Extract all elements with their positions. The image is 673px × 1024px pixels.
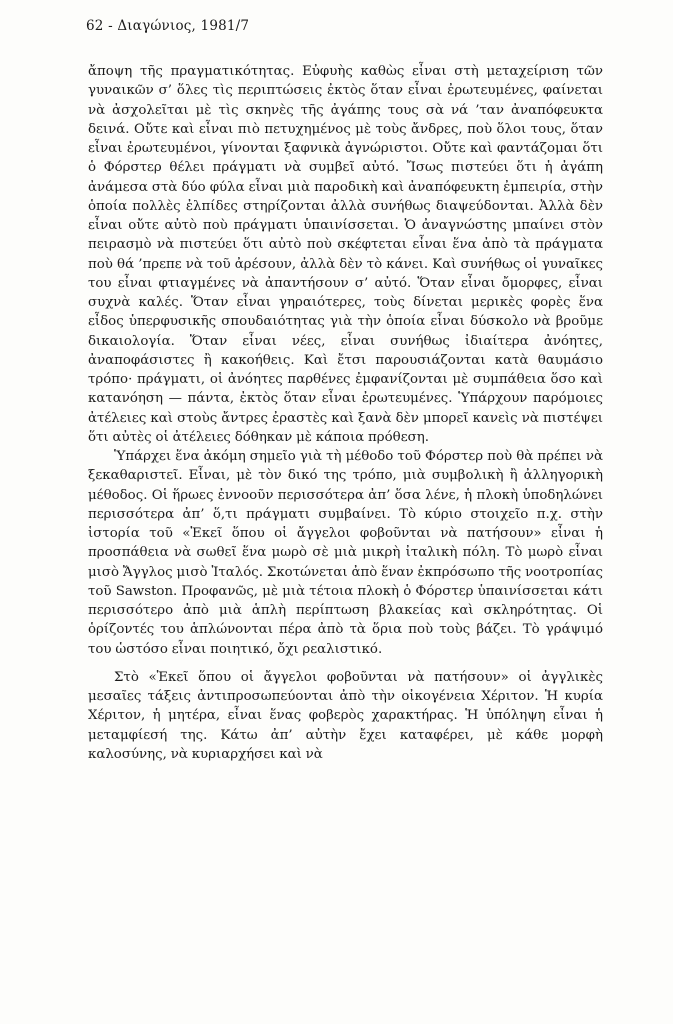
- running-head: 62 - Διαγώνιος, 1981/7: [86, 18, 250, 34]
- paragraph-3: Στὸ «Ἐκεῖ ὅπου οἱ ἄγγελοι φοβοῦνται νὰ πατήσουν» οἱ ἀγγλικὲς μεσαῖες τάξεις ἀντιπροσωπεύονται ἀπὸ τὴν οἰκογένεια Χέριτον. Ἡ κυρία Χέριτον, ἡ μητέρα, εἶναι ἕνας φοβερὸς χαρακτήρας. Ἡ ὑπόληψη εἶναι ἡ μεταμφίεσή της. Κάτω ἀπ’ αὐτὴν ἔχει καταφέρει, μὲ κάθε μορφὴ καλοσύνης, νὰ κυριαρχήσει καὶ νὰ: [88, 669, 603, 762]
- paragraph-2: Ὑπάρχει ἕνα ἀκόμη σημεῖο γιὰ τὴ μέθοδο τοῦ Φόρστερ ποὺ θὰ πρέπει νὰ ξεκαθαριστεῖ. Εἶναι, μὲ τὸν δικό της τρόπο, μιὰ συμβολικὴ ἢ ἀλληγορικὴ μέθοδος. Οἱ ἥρωες ἐννοοῦν περισσότερα ἀπ’ ὅσα λένε, ἡ πλοκὴ ὑποδηλώνει περισσότερα ἀπ’ ὅ,τι πράγματι συμβαίνει. Τὸ κύριο στοιχεῖο π.χ. στὴν ἱστορία τοῦ «Ἐκεῖ ὅπου οἱ ἄγγελοι φοβοῦνται νὰ πατήσουν» εἶναι ἡ προσπάθεια νὰ σωθεῖ ἕνα μωρὸ σὲ μιὰ μικρὴ ἰταλικὴ πόλη. Τὸ μωρὸ εἶναι μισὸ Ἄγγλος μισὸ Ἰταλός. Σκοτώνεται ἀπὸ ἕναν ἐκπρόσωπο τῆς νοοτροπίας τοῦ Sawston. Προφανῶς, μὲ μιὰ τέτοια πλοκὴ ὁ Φόρστερ ὑπαινίσσεται κάτι περισσότερο ἀπὸ μιὰ ἁπλὴ περίπτωση βλακείας καὶ σκληρότητας. Οἱ ὁρίζοντές του ἁπλώνονται πέρα ἀπὸ τὰ ὅρια ποὺ τοὺς βάζει. Τὸ γράψιμό του ὡστόσο εἶναι ποιητικό, ὄχι ρεαλιστικό.: [88, 449, 603, 657]
- paragraph-1: ἄποψη τῆς πραγματικότητας. Εὐφυὴς καθὼς εἶναι στὴ μεταχείριση τῶν γυναικῶν σ’ ὅλες τὶς περιπτώσεις ἐκτὸς ὅταν εἶναι ἐρωτευμένες, φαίνεται νὰ ἀσχολεῖται μὲ τὶς σκηνὲς τῆς ἀγάπης τους σὰ νά ’ταν ἀναπόφευκτα δεινά. Οὔτε καὶ εἶναι πιὸ πετυχημένος μὲ τοὺς ἄνδρες, ποὺ ὅλοι τους, ὅταν εἶναι ἐρωτευμένοι, γίνονται ξαφνικὰ ἀγνώριστοι. Οὔτε καὶ φαντάζομαι ὅτι ὁ Φόρστερ θέλει πράγματι νὰ συμβεῖ αὐτό. Ἴσως πιστεύει ὅτι ἡ ἀγάπη ἀνάμεσα στὰ δύο φύλα εἶναι μιὰ παροδικὴ καὶ ἀναπόφευκτη ἐμπειρία, στὴν ὁποία πολλὲς ἐλπίδες στηρίζονται ἀλλὰ συνήθως διαψεύδονται. Ἀλλὰ δὲν εἶναι οὔτε αὐτὸ ποὺ πράγματι ὑπαινίσσεται. Ὁ ἀναγνώστης μπαίνει στὸν πειρασμὸ νὰ πιστεύει ὅτι αὐτὸ ποὺ σκέφτεται εἶναι ἕνα ἀπὸ τὰ πράγματα ποὺ θά ’πρεπε νὰ τοῦ ἀρέσουν, ἀλλὰ δὲν τὸ κάνει. Καὶ συνήθως οἱ γυναῖκες του εἶναι φτιαγμένες νὰ ἀπαντήσουν σ’ αὐτό. Ὅταν εἶναι ὄμορφες, εἶναι συχνὰ καλές. Ὅταν εἶναι γηραιότερες, τοὺς δίνεται μερικὲς φορὲς ἕνα εἶδος ὑπερφυσικῆς σπουδαιότητας γιὰ τὴν ὁποία εἶναι δύσκολο νὰ βροῦμε δικαιολογία. Ὅταν εἶναι νέες, εἶναι συνήθως ἰδιαίτερα ἀνόητες, ἀναποφάσιστες ἢ κακοήθεις. Καὶ ἔτσι παρουσιάζονται κατὰ θαυμάσιο τρόπο· πράγματι, οἱ ἀνόητες παρθένες ἐμφανίζονται μὲ συμπάθεια ὅσο καὶ κατανόηση — πάντα, ἐκτὸς ὅταν εἶναι ἐρωτευμένες. Ὑπάρχουν παρόμοιες ἀτέλειες καὶ στοὺς ἄντρες ἐραστὲς καὶ ξανὰ δὲν μπορεῖ κανεὶς νὰ πιστέψει ὅτι αὐτὲς οἱ ἀτέλειες δόθηκαν μὲ κάποια πρόθεση.: [88, 64, 603, 445]
- body-text: [88, 62, 603, 764]
